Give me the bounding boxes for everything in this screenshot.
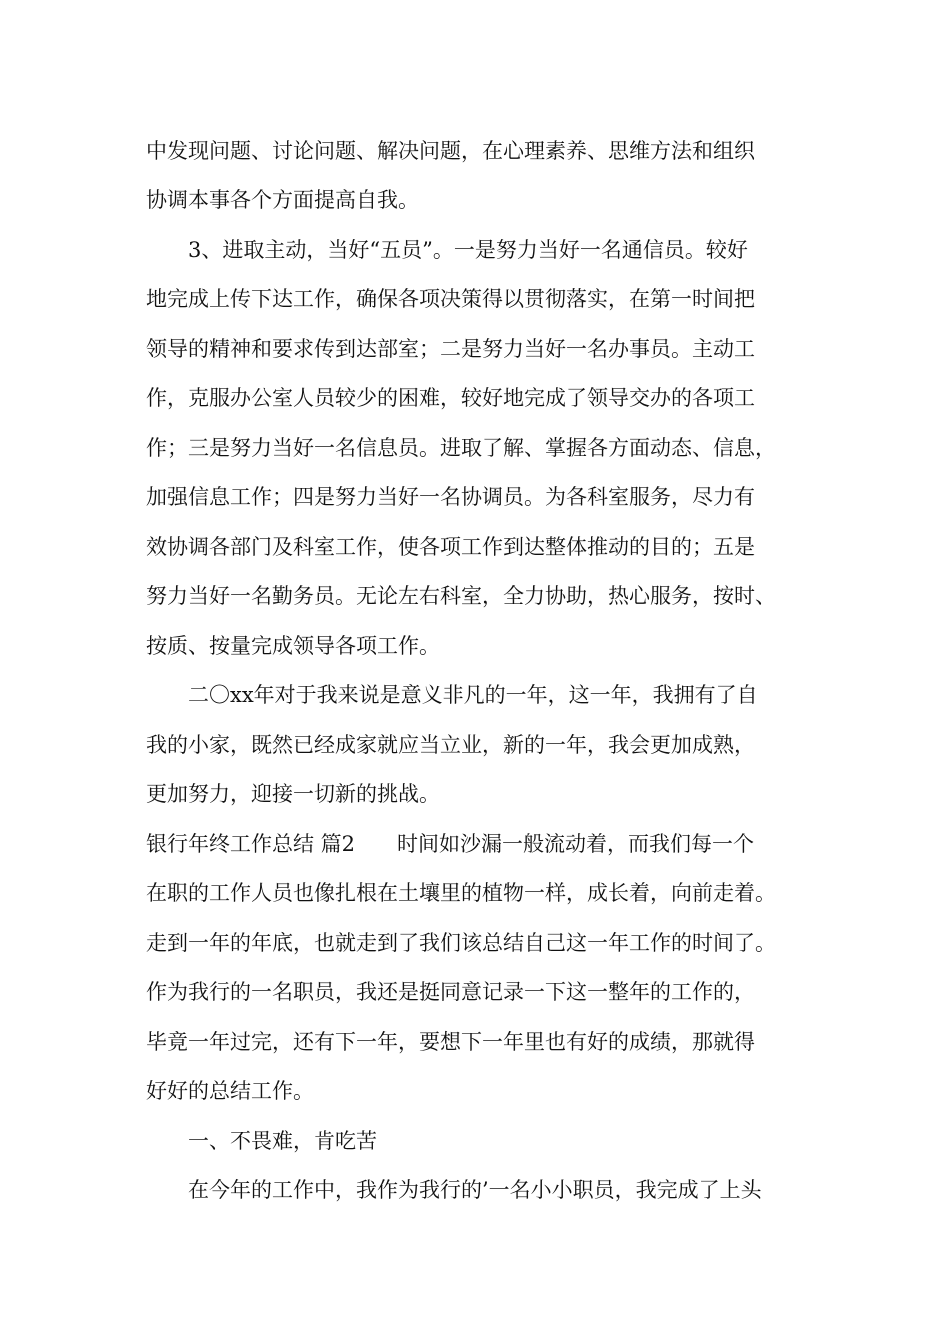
text-line: 走到一年的年底，也就走到了我们该总结自己这一年工作的时间了。 <box>146 931 776 955</box>
text-line: 效协调各部门及科室工作，使各项工作到达整体推动的目的；五是 <box>146 535 755 559</box>
paragraph-start-line: 在今年的工作中，我作为我行的’一名小小职员，我完成了上头 <box>188 1178 762 1202</box>
text-line: 毕竟一年过完，还有下一年，要想下一年里也有好的成绩，那就得 <box>146 1030 755 1054</box>
text-line: 领导的精神和要求传到达部室；二是努力当好一名办事员。主动工 <box>146 337 755 361</box>
text-line: 在职的工作人员也像扎根在土壤里的植物一样，成长着，向前走着。 <box>146 881 776 905</box>
text-line: 地完成上传下达工作，确保各项决策得以贯彻落实，在第一时间把 <box>146 287 755 311</box>
paragraph-start-line: 二〇xx年对于我来说是意义非凡的一年，这一年，我拥有了自 <box>188 683 758 707</box>
text-line: 按质、按量完成领导各项工作。 <box>146 634 440 658</box>
subheading-line: 一、不畏难，肯吃苦 <box>188 1129 377 1153</box>
text-line: 协调本事各个方面提高自我。 <box>146 188 419 212</box>
text-line: 作；三是努力当好一名信息员。进取了解、掌握各方面动态、信息， <box>146 436 776 460</box>
text-line: 加强信息工作；四是努力当好一名协调员。为各科室服务，尽力有 <box>146 485 755 509</box>
text-line: 努力当好一名勤务员。无论左右科室，全力协助，热心服务，按时、 <box>146 584 776 608</box>
section-heading-line: 银行年终工作总结 篇2 时间如沙漏一般流动着，而我们每一个 <box>146 832 755 856</box>
paragraph-start-line: 3、进取主动，当好“五员”。一是努力当好一名通信员。较好 <box>188 238 748 262</box>
text-line: 作为我行的一名职员，我还是挺同意记录一下这一整年的工作的， <box>146 980 755 1004</box>
text-line: 中发现问题、讨论问题、解决问题，在心理素养、思维方法和组织 <box>146 139 755 163</box>
text-line: 我的小家，既然已经成家就应当立业，新的一年，我会更加成熟， <box>146 733 755 757</box>
text-line: 更加努力，迎接一切新的挑战。 <box>146 782 440 806</box>
text-line: 好好的总结工作。 <box>146 1079 314 1103</box>
text-line: 作，克服办公室人员较少的困难，较好地完成了领导交办的各项工 <box>146 386 755 410</box>
